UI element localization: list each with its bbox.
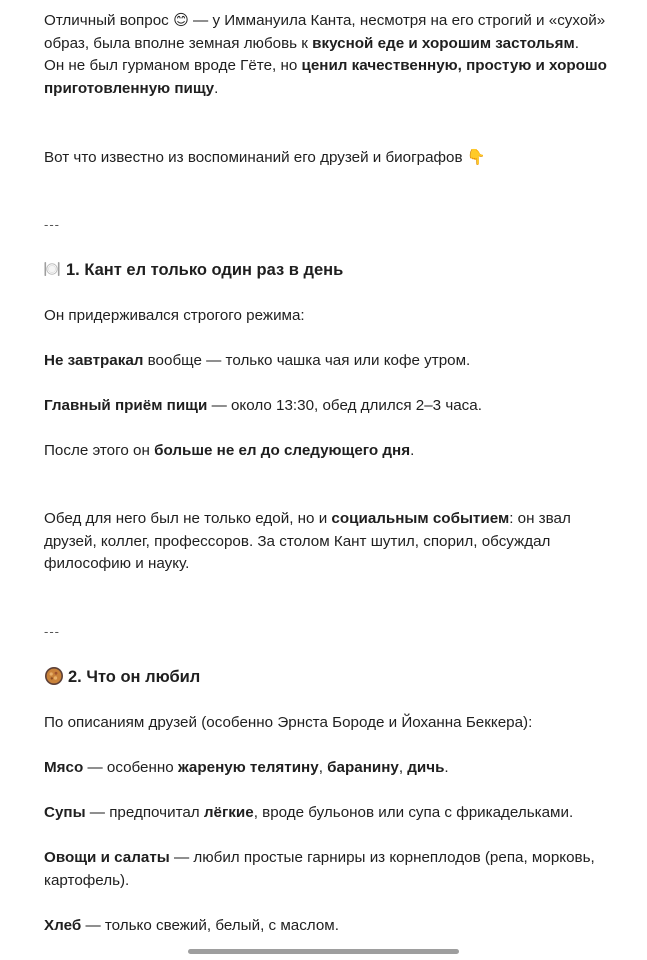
smiling-face-icon: 😊 bbox=[172, 12, 189, 29]
section-2-paragraph-1: По описаниям друзей (особенно Эрнста Бороде и Йоханна Беккера): bbox=[44, 714, 533, 731]
section-1-heading bbox=[44, 258, 343, 282]
section-title: 2. Что он любил bbox=[68, 668, 201, 686]
section-2-meat bbox=[44, 757, 449, 780]
section-1-paragraph-1: Он придерживался строгого режима: bbox=[44, 307, 305, 324]
section-1-paragraph-4 bbox=[44, 440, 414, 463]
section-title: 1. Кант ел только один раз в день bbox=[66, 261, 344, 279]
text: — любил простые гарниры из корнеплодов (репа, морковь, картофель). bbox=[44, 849, 595, 889]
text: , bbox=[318, 759, 328, 776]
text: , вроде бульонов или супа с фрикадельками. bbox=[253, 804, 574, 821]
bold-text: Супы bbox=[44, 804, 86, 821]
home-indicator-bar[interactable] bbox=[188, 949, 459, 954]
bold-text: Мясо bbox=[44, 759, 84, 776]
text: Отличный вопрос bbox=[44, 12, 173, 29]
section-1-paragraph-3 bbox=[44, 395, 482, 418]
text: вообще — только чашка чая или кофе утром. bbox=[143, 352, 471, 369]
intro-paragraph-1 bbox=[44, 10, 609, 100]
text: — только свежий, белый, с маслом. bbox=[81, 917, 339, 934]
bold-text: Главный приём пищи bbox=[44, 397, 208, 414]
intro-paragraph-2 bbox=[44, 147, 609, 170]
text: Вот что известно из воспоминаний его друзей и биографов bbox=[44, 149, 467, 166]
section-2-heading bbox=[44, 665, 200, 689]
text: . bbox=[214, 79, 219, 97]
text: — у Иммануила Канта, несмотря на его строгий и «сухой» образ, была вполне земная любовь к bbox=[44, 12, 606, 52]
bold-text: Хлеб bbox=[44, 917, 82, 934]
section-2-soup bbox=[44, 802, 573, 825]
section-2-bread bbox=[44, 915, 339, 938]
text: , bbox=[398, 759, 408, 776]
text: — особенно bbox=[83, 759, 178, 776]
bold-text: ценил качественную, простую и хорошо приготовленную пищу bbox=[44, 57, 607, 97]
section-2-vegetables bbox=[44, 847, 609, 892]
text: . bbox=[574, 34, 579, 52]
text: После этого он bbox=[44, 442, 155, 459]
bold-text: вкусной еде и хорошим застольям bbox=[312, 34, 575, 52]
bold-text: Овощи и салаты bbox=[44, 849, 170, 866]
text: . bbox=[444, 759, 449, 776]
bold-text: социальным событием bbox=[331, 510, 510, 527]
text: . bbox=[410, 442, 415, 459]
bold-text: жареную телятину bbox=[177, 759, 319, 776]
pointing-down-icon: 👇 bbox=[466, 149, 486, 166]
separator: --- bbox=[44, 624, 60, 639]
bold-text: больше не ел до следующего дня bbox=[154, 442, 411, 459]
bold-text: дичь bbox=[407, 759, 445, 776]
text: Он не был гурманом вроде Гёте, но bbox=[44, 57, 302, 74]
plate-cutlery-icon bbox=[44, 260, 60, 276]
bold-text: лёгкие bbox=[203, 804, 254, 821]
text: — предпочитал bbox=[85, 804, 204, 821]
section-1-paragraph-2 bbox=[44, 350, 470, 373]
section-1-paragraph-5 bbox=[44, 508, 604, 576]
separator: --- bbox=[44, 217, 60, 232]
text: — около 13:30, обед длился 2–3 часа. bbox=[207, 397, 482, 414]
pot-of-food-icon bbox=[44, 666, 64, 686]
bold-text: баранину bbox=[327, 759, 399, 776]
bold-text: Не завтракал bbox=[44, 352, 144, 369]
text: Обед для него был не только едой, но и bbox=[44, 510, 332, 527]
text: : он звал друзей, коллег, профессоров. За столом Кант шутил, спорил, обсуждал философию и науку. bbox=[44, 510, 571, 572]
